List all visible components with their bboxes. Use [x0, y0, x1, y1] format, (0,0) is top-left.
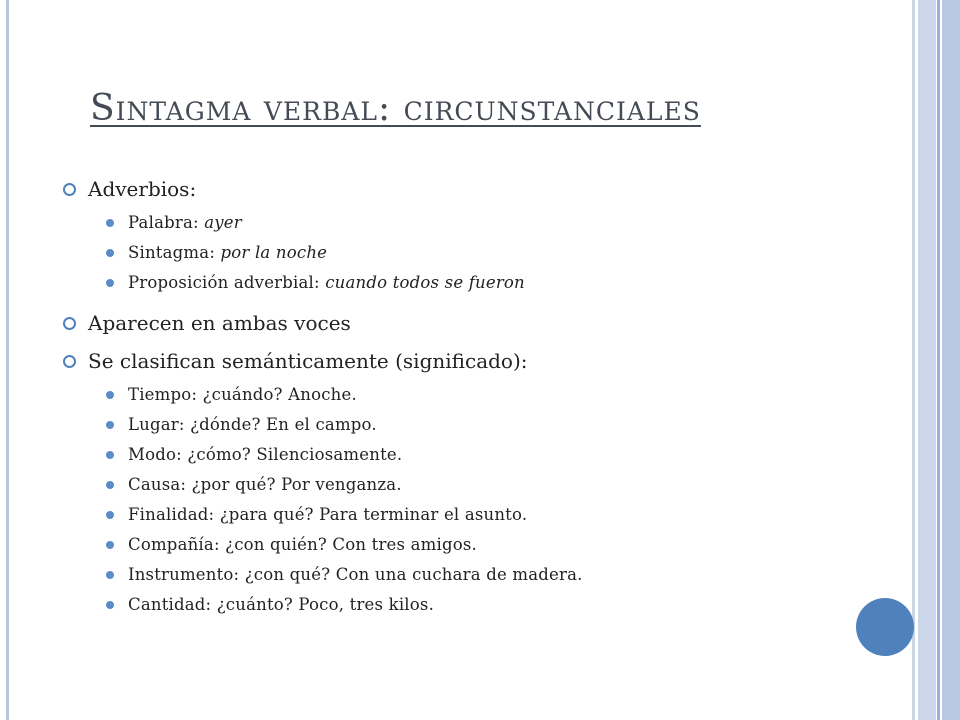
- band-stripe: [942, 0, 960, 720]
- sub-bullet-item: [58, 530, 858, 560]
- sub-bullet-label: Palabra:: [128, 213, 205, 232]
- sub-bullet-item: [58, 238, 858, 268]
- bullet-item: [58, 170, 858, 208]
- dot-bullet-icon: [106, 391, 114, 399]
- sub-bullet-item: [58, 500, 858, 530]
- bullet-text: Se clasifican semánticamente (significado):: [88, 349, 528, 373]
- sub-bullet-item: [58, 470, 858, 500]
- slide-content: [58, 170, 858, 620]
- left-decorative-line: [6, 0, 9, 720]
- dot-bullet-icon: [106, 571, 114, 579]
- sub-bullet-text: Lugar: ¿dónde? En el campo.: [128, 415, 377, 434]
- sub-bullet-text: Instrumento: ¿con qué? Con una cuchara de madera.: [128, 565, 583, 584]
- sub-bullet-item: [58, 590, 858, 620]
- ring-bullet-icon: [63, 183, 76, 196]
- sub-bullet-item: [58, 380, 858, 410]
- dot-bullet-icon: [106, 541, 114, 549]
- sub-bullet-text: Tiempo: ¿cuándo? Anoche.: [128, 385, 357, 404]
- sub-bullet-item: [58, 208, 858, 238]
- dot-bullet-icon: [106, 601, 114, 609]
- sub-bullet-example: por la noche: [220, 243, 328, 262]
- dot-bullet-icon: [106, 481, 114, 489]
- bullet-text: Adverbios:: [88, 177, 197, 201]
- sub-bullet-text: Compañía: ¿con quién? Con tres amigos.: [128, 535, 477, 554]
- dot-bullet-icon: [106, 279, 114, 287]
- sub-bullet-label: Sintagma:: [128, 243, 221, 262]
- sub-bullet-text: Causa: ¿por qué? Por venganza.: [128, 475, 402, 494]
- sub-bullet-text: Modo: ¿cómo? Silenciosamente.: [128, 445, 403, 464]
- sub-bullet-text: Cantidad: ¿cuánto? Poco, tres kilos.: [128, 595, 435, 614]
- sub-bullet-item: [58, 268, 858, 298]
- dot-bullet-icon: [106, 451, 114, 459]
- band-stripe: [918, 0, 936, 720]
- sub-bullet-example: cuando todos se fueron: [325, 273, 525, 292]
- bullet-item: [58, 342, 858, 380]
- dot-bullet-icon: [106, 421, 114, 429]
- band-stripe: [912, 0, 915, 720]
- right-decorative-band: [912, 0, 960, 720]
- bullet-item: [58, 304, 858, 342]
- decorative-circle: [856, 598, 914, 656]
- ring-bullet-icon: [63, 355, 76, 368]
- sub-bullet-label: Proposición adverbial:: [128, 273, 326, 292]
- sub-bullet-item: [58, 410, 858, 440]
- dot-bullet-icon: [106, 219, 114, 227]
- ring-bullet-icon: [63, 317, 76, 330]
- sub-bullet-item: [58, 560, 858, 590]
- slide-title: Sintagma verbal: circunstanciales: [90, 88, 701, 129]
- sub-bullet-example: ayer: [204, 213, 242, 232]
- band-stripe: [937, 0, 940, 720]
- bullet-text: Aparecen en ambas voces: [88, 311, 351, 335]
- dot-bullet-icon: [106, 511, 114, 519]
- dot-bullet-icon: [106, 249, 114, 257]
- sub-bullet-text: Finalidad: ¿para qué? Para terminar el asunto.: [128, 505, 528, 524]
- sub-bullet-item: [58, 440, 858, 470]
